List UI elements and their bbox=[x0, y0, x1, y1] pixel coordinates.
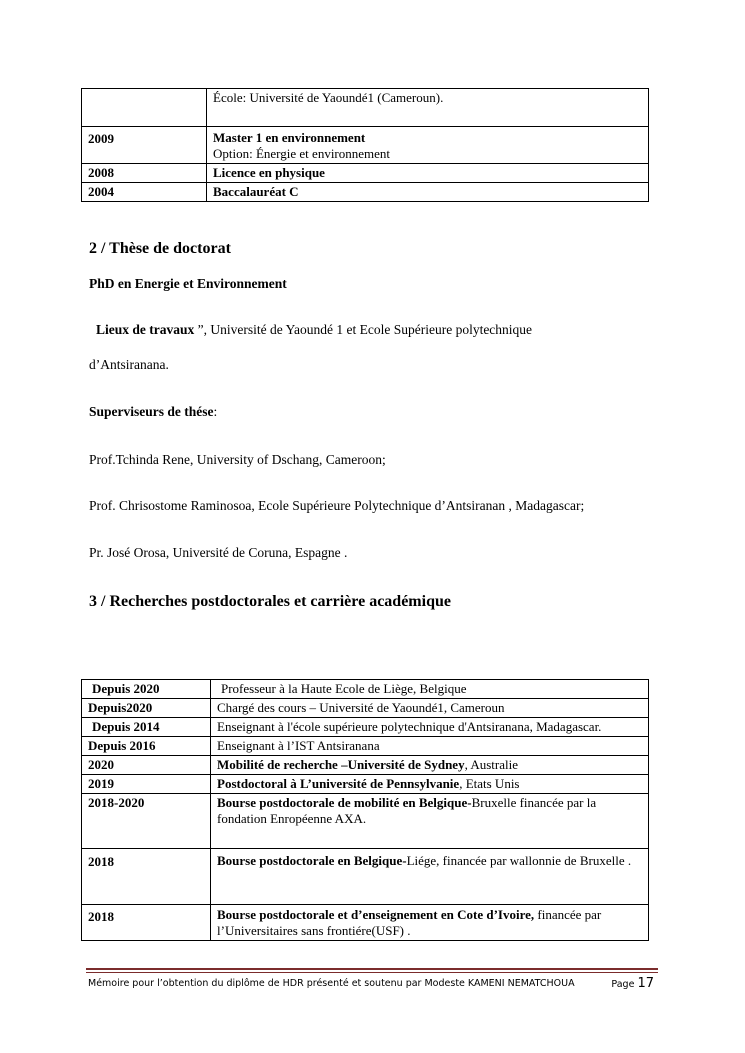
career-text bbox=[211, 905, 649, 941]
section-heading-career: 3 / Recherches postdoctorales et carrière académique bbox=[89, 593, 451, 610]
career-bold: Bourse postdoctorale de mobilité en Belgique- bbox=[217, 795, 472, 810]
table-row bbox=[82, 905, 649, 941]
supervisor-item: Prof.Tchinda Rene, University of Dschang, Cameroon; bbox=[89, 452, 386, 467]
career-text: Chargé des cours – Université de Yaoundé1, Cameroun bbox=[211, 699, 649, 718]
year-cell: 2004 bbox=[82, 183, 207, 202]
table-row bbox=[82, 127, 649, 164]
table-row bbox=[82, 699, 649, 718]
career-rest: , Etats Unis bbox=[459, 776, 520, 791]
footer-rule bbox=[86, 968, 658, 970]
year-cell: 2018-2020 bbox=[82, 794, 211, 849]
career-rest: Bruxelle financée par la fondation Enropéenne AXA. bbox=[217, 795, 597, 826]
page-label: Page bbox=[611, 979, 635, 990]
table-row bbox=[82, 89, 649, 127]
table-row bbox=[82, 718, 649, 737]
footer-text: Mémoire pour l’obtention du diplôme de HDR présenté et soutenu par Modeste KAMENI NEMATCHOUA bbox=[88, 978, 575, 989]
degree-detail: Option: Énergie et environnement bbox=[213, 146, 391, 161]
year-cell: Depuis 2020 bbox=[82, 680, 211, 699]
page-number-value: 17 bbox=[637, 976, 654, 991]
career-text bbox=[211, 849, 649, 905]
table-row bbox=[82, 737, 649, 756]
table-row bbox=[82, 756, 649, 775]
year-cell: 2020 bbox=[82, 756, 211, 775]
career-text: Professeur à la Haute Ecole de Liège, Belgique bbox=[211, 680, 649, 699]
year-cell: 2009 bbox=[82, 127, 207, 164]
lieux-label: Lieux de travaux bbox=[96, 322, 195, 337]
year-cell bbox=[82, 89, 207, 127]
page-footer bbox=[88, 978, 656, 989]
education-table bbox=[81, 88, 649, 202]
table-row bbox=[82, 794, 649, 849]
degree-title: Baccalauréat C bbox=[207, 183, 649, 202]
detail-cell bbox=[207, 127, 649, 164]
lieux-text: ”, Université de Yaoundé 1 et Ecole Supérieure polytechnique bbox=[194, 322, 533, 337]
career-bold: Mobilité de recherche –Université de Sydney bbox=[217, 757, 465, 772]
footer-rule bbox=[86, 972, 658, 973]
career-rest: , Australie bbox=[464, 757, 519, 772]
year-cell: 2008 bbox=[82, 164, 207, 183]
supervisors-heading bbox=[89, 404, 217, 420]
career-bold: Bourse postdoctorale et d’enseignement en Cote d’Ivoire, bbox=[217, 907, 535, 922]
school-text: École: Université de Yaoundé1 (Cameroun). bbox=[213, 90, 444, 105]
table-row bbox=[82, 164, 649, 183]
table-row bbox=[82, 680, 649, 699]
table-row bbox=[82, 849, 649, 905]
career-text bbox=[211, 775, 649, 794]
phd-title: PhD en Energie et Environnement bbox=[89, 276, 287, 291]
year-cell: Depuis 2014 bbox=[82, 718, 211, 737]
table-row bbox=[82, 183, 649, 202]
table-row bbox=[82, 775, 649, 794]
page-number bbox=[611, 976, 654, 991]
section-heading-thesis: 2 / Thèse de doctorat bbox=[89, 240, 231, 257]
career-text bbox=[211, 794, 649, 849]
career-bold: Postdoctoral à L’université de Pennsylvanie bbox=[217, 776, 460, 791]
degree-title: Master 1 en environnement bbox=[213, 130, 366, 145]
year-cell: 2019 bbox=[82, 775, 211, 794]
career-table bbox=[81, 679, 649, 941]
career-text: Enseignant à l'école supérieure polytechnique d'Antsiranana, Madagascar. bbox=[211, 718, 649, 737]
supervisors-colon: : bbox=[213, 404, 218, 419]
career-bold: Bourse postdoctorale en Belgique- bbox=[217, 853, 407, 868]
supervisor-item: Prof. Chrisostome Raminosoa, Ecole Supérieure Polytechnique d’Antsiranan , Madagascar; bbox=[89, 498, 585, 513]
career-rest: financée par l’Universitaires sans frontiére(USF) . bbox=[217, 907, 602, 938]
career-text bbox=[211, 756, 649, 775]
year-cell: Depuis2020 bbox=[82, 699, 211, 718]
detail-cell bbox=[207, 89, 649, 127]
lieux-continuation: d’Antsiranana. bbox=[89, 357, 169, 372]
lieux-line bbox=[96, 322, 532, 338]
year-cell: 2018 bbox=[82, 849, 211, 905]
career-text: Enseignant à l’IST Antsiranana bbox=[211, 737, 649, 756]
supervisor-item: Pr. José Orosa, Université de Coruna, Espagne . bbox=[89, 545, 348, 560]
supervisors-label: Superviseurs de thése bbox=[89, 404, 214, 419]
year-cell: Depuis 2016 bbox=[82, 737, 211, 756]
year-cell: 2018 bbox=[82, 905, 211, 941]
degree-title: Licence en physique bbox=[207, 164, 649, 183]
career-rest: Liége, financée par wallonnie de Bruxelle . bbox=[406, 853, 632, 868]
